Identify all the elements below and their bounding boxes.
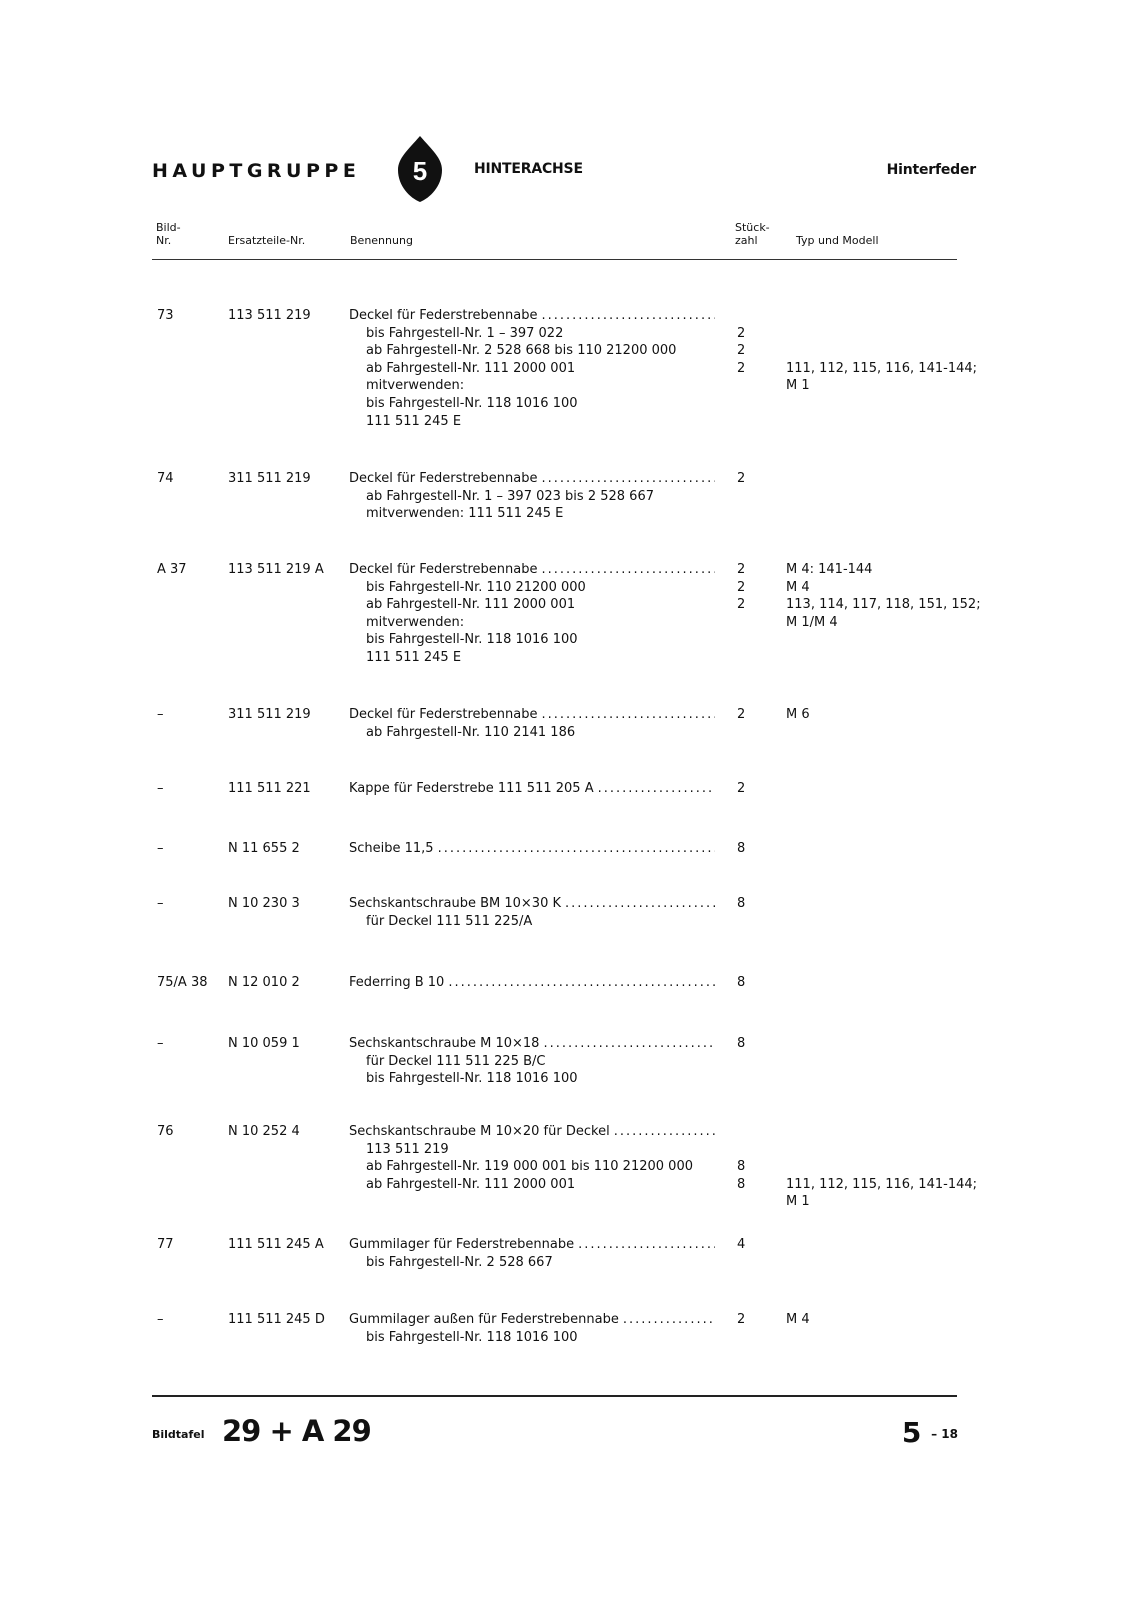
ersatzteil-nr: 111 511 245 A [228,1237,324,1252]
benennung-main-line [349,895,715,913]
typ-value [786,325,996,343]
benennung-main: Gummilager für Federstrebennabe [349,1237,575,1252]
bild-nr: 75/A 38 [157,975,208,990]
stueckzahl-value [737,614,767,632]
stueckzahl-value [737,395,767,413]
stueckzahl [737,840,767,858]
benennung-detail: mitverwenden: [366,378,465,394]
stueckzahl-value [737,505,767,523]
benennung-main-line [349,840,715,858]
column-head-stueckzahl [735,221,770,247]
benennung-main: Gummilager außen für Federstrebennabe [349,1312,619,1327]
benennung-detail: ab Fahrgestell-Nr. 2 528 668 bis 110 21200 000 [366,343,677,359]
bild-nr: 74 [157,471,174,486]
column-head-typ-und-modell: Typ und Modell [796,234,879,247]
typ-und-modell [786,706,996,741]
benennung-main-line [349,706,715,724]
benennung-main-line [349,1311,715,1329]
typ-value [786,470,996,488]
stueckzahl-value: 2 [737,579,746,595]
benennung-detail: bis Fahrgestell-Nr. 118 1016 100 [366,632,578,648]
benennung-detail: 111 511 245 E [366,413,462,429]
benennung-main-line [349,470,715,488]
typ-value [786,1053,996,1071]
ersatzteil-nr: N 11 655 2 [228,841,300,856]
typ-value [786,1158,996,1176]
benennung-detail: für Deckel 111 511 225/A [366,913,533,929]
group-number-badge [398,136,442,202]
benennung [349,470,715,523]
stueckzahl-value: 8 [737,896,746,911]
typ-und-modell [786,1236,996,1271]
benennung-main-line [349,1236,715,1254]
benennung-detail: bis Fahrgestell-Nr. 2 528 667 [366,1254,553,1270]
benennung-detail: ab Fahrgestell-Nr. 111 2000 001 [366,1176,576,1192]
ersatzteil-nr: 113 511 219 A [228,562,324,577]
typ-value: M 4 [786,579,810,595]
typ-und-modell [786,561,996,667]
bild-nr: – [157,781,164,796]
bild-nr: – [157,1312,164,1327]
benennung-detail: ab Fahrgestell-Nr. 111 2000 001 [366,360,576,376]
benennung-main-line [349,974,715,992]
ersatzteil-nr: 111 511 245 D [228,1312,325,1327]
benennung-main: Scheibe 11,5 [349,841,434,856]
ersatzteil-nr: N 10 252 4 [228,1124,300,1139]
plate-number: 29 + A 29 [222,1414,371,1448]
leader-dots [598,780,715,798]
typ-value [786,649,996,667]
typ-value: 113, 114, 117, 118, 151, 152; [786,597,981,613]
typ-value: M 4 [786,1312,810,1327]
ersatzteil-nr: 311 511 219 [228,707,311,722]
typ-und-modell [786,1035,996,1088]
header-divider [152,259,957,260]
stueckzahl [737,1035,767,1088]
page-number [902,1416,958,1449]
stueckzahl-value: 2 [737,781,746,796]
benennung-main: Sechskantschraube BM 10×30 K [349,896,562,911]
stueckzahl-value [737,1123,767,1141]
stueckzahl-value: 4 [737,1237,746,1252]
benennung [349,1311,715,1346]
page-number-suffix: – 18 [931,1427,958,1441]
column-head-ersatzteile-nr: Ersatzteile-Nr. [228,234,306,247]
bild-nr: – [157,1036,164,1051]
page-number-main: 5 [901,1416,922,1449]
typ-value: M 6 [786,707,810,722]
typ-value: 111, 112, 115, 116, 141-144; [786,360,978,376]
benennung [349,895,715,930]
stueckzahl-value [737,1193,767,1211]
typ-value: M 4: 141-144 [786,562,873,577]
ersatzteil-nr: N 10 059 1 [228,1036,300,1051]
stueckzahl-value: 8 [737,1159,746,1175]
stueckzahl [737,706,767,741]
benennung [349,1035,715,1088]
stueckzahl-value: 8 [737,1036,746,1051]
footer-divider [152,1395,957,1397]
stueckzahl-value [737,413,767,431]
benennung-main: Deckel für Federstrebennabe [349,707,538,722]
benennung-detail: 113 511 219 [366,1141,449,1157]
bild-nr: – [157,896,164,911]
typ-value: 111, 112, 115, 116, 141-144; [786,1176,978,1192]
leader-dots [542,706,716,724]
stueckzahl-value [737,1329,767,1347]
benennung [349,780,715,798]
benennung [349,974,715,992]
benennung-main: Sechskantschraube M 10×18 [349,1036,540,1051]
typ-value [786,1329,996,1347]
stueckzahl-value: 2 [737,597,746,613]
subsection-title: Hinterfeder [886,162,976,178]
plate-label: Bildtafel [152,1428,205,1441]
column-head-line: Bild- [156,221,181,234]
ersatzteil-nr: 111 511 221 [228,781,311,796]
benennung-detail: ab Fahrgestell-Nr. 110 2141 186 [366,724,576,740]
benennung [349,561,715,667]
column-head-line: zahl [735,234,758,247]
column-head-line: Stück- [735,221,770,234]
typ-value [786,505,996,523]
ersatzteil-nr: N 12 010 2 [228,975,300,990]
stueckzahl-value [737,488,767,506]
typ-und-modell [786,1123,996,1211]
benennung-detail: bis Fahrgestell-Nr. 1 – 397 022 [366,325,564,341]
column-head-benennung: Benennung [350,234,413,247]
benennung-detail: bis Fahrgestell-Nr. 110 21200 000 [366,579,586,595]
stueckzahl-value: 2 [737,707,746,722]
stueckzahl-value [737,913,767,931]
benennung [349,1236,715,1271]
stueckzahl-value [737,631,767,649]
benennung-main: Deckel für Federstrebennabe [349,562,538,577]
leader-dots [614,1123,715,1141]
typ-value [786,1141,996,1159]
stueckzahl-value: 2 [737,471,746,486]
stueckzahl-value: 2 [737,360,746,376]
benennung-detail: mitverwenden: [366,614,465,630]
typ-value [786,307,996,325]
benennung-detail: ab Fahrgestell-Nr. 119 000 001 bis 110 21200 000 [366,1159,693,1175]
typ-value [786,1236,996,1254]
bild-nr: 76 [157,1124,174,1139]
typ-value [786,974,996,992]
benennung-main-line [349,307,715,325]
typ-und-modell [786,1311,996,1346]
benennung-main-line [349,561,715,579]
bild-nr: – [157,841,164,856]
leader-dots [578,1236,715,1254]
section-title: HINTERACHSE [474,161,583,177]
leader-dots [448,974,715,992]
group-number: 5 [412,156,428,186]
typ-value [786,413,996,431]
stueckzahl [737,561,767,667]
stueckzahl [737,1123,767,1211]
stueckzahl-value [737,1053,767,1071]
bild-nr: A 37 [157,562,187,577]
stueckzahl [737,470,767,523]
ersatzteil-nr: N 10 230 3 [228,896,300,911]
benennung-main: Sechskantschraube M 10×20 für Deckel [349,1124,610,1139]
benennung [349,1123,715,1193]
benennung [349,706,715,741]
typ-value: M 1/M 4 [786,614,838,630]
leader-dots [623,1311,715,1329]
ersatzteil-nr: 311 511 219 [228,471,311,486]
stueckzahl [737,974,767,992]
benennung-main-line [349,1123,715,1141]
bild-nr: 77 [157,1237,174,1252]
typ-und-modell [786,780,996,798]
typ-und-modell [786,974,996,992]
benennung-detail: mitverwenden: 111 511 245 E [366,506,564,522]
stueckzahl-value: 8 [737,975,746,990]
benennung-main: Kappe für Federstrebe 111 511 205 A [349,781,594,796]
typ-und-modell [786,840,996,858]
main-group-label: HAUPTGRUPPE [152,160,361,182]
leader-dots [565,895,715,913]
typ-value [786,1070,996,1088]
stueckzahl-value [737,649,767,667]
stueckzahl [737,1236,767,1271]
typ-value [786,840,996,858]
typ-value [786,488,996,506]
stueckzahl-value: 2 [737,325,746,341]
stueckzahl-value [737,377,767,395]
benennung-main: Deckel für Federstrebennabe [349,308,538,323]
stueckzahl [737,1311,767,1346]
benennung-main: Federring B 10 [349,975,445,990]
column-head-line: Nr. [156,234,172,247]
benennung-detail: ab Fahrgestell-Nr. 1 – 397 023 bis 2 528 667 [366,488,654,504]
typ-und-modell [786,307,996,430]
typ-value [786,342,996,360]
typ-value [786,780,996,798]
typ-und-modell [786,895,996,930]
benennung-detail: 111 511 245 E [366,649,462,665]
typ-value [786,395,996,413]
typ-value: M 1 [786,378,810,394]
leader-dots [542,561,716,579]
benennung-detail: für Deckel 111 511 225 B/C [366,1053,546,1069]
stueckzahl-value [737,307,767,325]
stueckzahl-value: 2 [737,562,746,577]
typ-value [786,895,996,913]
benennung-main: Deckel für Federstrebennabe [349,471,538,486]
benennung [349,307,715,430]
stueckzahl-value [737,1070,767,1088]
benennung-main-line [349,1035,715,1053]
leader-dots [542,470,716,488]
typ-und-modell [786,470,996,523]
stueckzahl [737,307,767,430]
group-number-badge-shape [398,136,442,202]
stueckzahl-value: 8 [737,841,746,856]
stueckzahl [737,895,767,930]
stueckzahl-value: 8 [737,1176,746,1192]
stueckzahl-value [737,1141,767,1159]
bild-nr: – [157,707,164,722]
stueckzahl-value [737,1254,767,1272]
typ-value [786,1035,996,1053]
stueckzahl-value: 2 [737,1312,746,1327]
ersatzteil-nr: 113 511 219 [228,308,311,323]
benennung-detail: ab Fahrgestell-Nr. 111 2000 001 [366,597,576,613]
leader-dots [542,307,716,325]
typ-value [786,913,996,931]
bild-nr: 73 [157,308,174,323]
typ-value [786,631,996,649]
typ-value: M 1 [786,1194,810,1210]
stueckzahl-value [737,724,767,742]
typ-value [786,1254,996,1272]
benennung-detail: bis Fahrgestell-Nr. 118 1016 100 [366,1071,578,1087]
benennung-detail: bis Fahrgestell-Nr. 118 1016 100 [366,395,578,411]
benennung-main-line [349,780,715,798]
leader-dots [543,1035,715,1053]
benennung [349,840,715,858]
stueckzahl-value: 2 [737,343,746,359]
typ-value [786,724,996,742]
stueckzahl [737,780,767,798]
leader-dots [438,840,715,858]
column-head-bild-nr [156,221,181,247]
benennung-detail: bis Fahrgestell-Nr. 118 1016 100 [366,1329,578,1345]
typ-value [786,1123,996,1141]
